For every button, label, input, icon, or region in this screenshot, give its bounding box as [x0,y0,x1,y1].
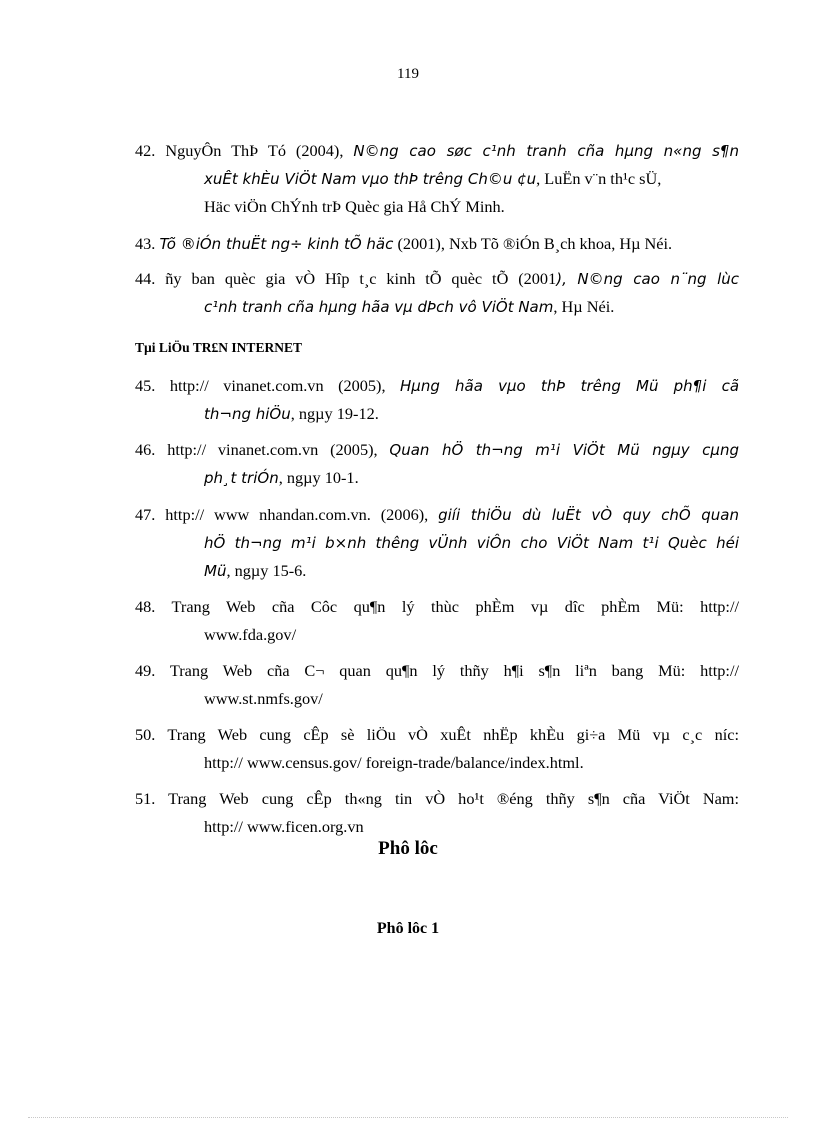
appendix-title: Phô lôc [378,838,438,859]
reference-43-line1: 43. Tõ ®iÓn thuËt ng÷ kinh tÕ häc (2001), Nxb Tõ ®iÓn B¸ch khoa, Hµ Néi. [135,234,673,253]
reference-51-line1: 51. Trang Web cung cÊp th«ng tin vÒ ho¹t ®éng thñy s¶n cña ViÖt Nam: [135,789,739,808]
section-heading: Tµi LiÖu TR£N INTERNET [135,340,302,355]
reference-44 [135,265,739,321]
reference-44-line2: c¹nh tranh cña hµng hãa vµ dÞch vô ViÖt Nam, Hµ Néi. [204,297,615,316]
reference-50-line1: 50. Trang Web cung cÊp sè liÖu vÒ xuÊt nhËp khÈu gi÷a Mü vµ c¸c níc: [135,725,739,744]
page-number: 119 [397,66,419,82]
reference-48 [135,593,739,649]
reference-42-line2: xuÊt khÈu ViÖt Nam vµo thÞ trêng Ch©u ¢u, LuËn v¨n th¹c sÜ, [204,169,662,188]
reference-50 [135,721,739,777]
reference-46 [135,436,739,492]
reference-47-line3: Mü, ngµy 15-6. [204,561,307,580]
reference-42 [135,137,739,221]
reference-45-line1: 45. http:// vinanet.com.vn (2005), Hµng hãa vµo thÞ trêng Mü ph¶i cã [135,376,740,395]
reference-47-line2: hÖ th¬ng m¹i b×nh thêng vÜnh viÔn cho ViÖt Nam t¹i Quèc héi [204,534,739,552]
reference-45-line2: th¬ng hiÖu, ngµy 19-12. [204,404,379,423]
reference-48-line2: www.fda.gov/ [204,625,297,644]
reference-44-line1: 44. ñy ban quèc gia vÒ Hîp t¸c kinh tÕ quèc tÕ (2001), N©ng cao n¨ng lùc [135,269,740,288]
reference-42-line3: Häc viÖn ChÝnh trÞ Quèc gia Hå ChÝ Minh. [204,197,505,216]
reference-51 [135,785,739,841]
reference-47 [135,501,739,585]
reference-49 [135,657,739,713]
page-bottom-rule [28,1117,788,1118]
reference-50-line2: http:// www.census.gov/ foreign-trade/balance/index.html. [204,753,584,772]
reference-49-line1: 49. Trang Web cña C¬ quan qu¶n lý thñy h¶i s¶n liªn bang Mü: http:// [135,661,739,680]
appendix-subtitle: Phô lôc 1 [376,920,440,937]
reference-48-line1: 48. Trang Web cña Côc qu¶n lý thùc phÈm vµ dîc phÈm Mü: http:// [135,597,740,616]
reference-42-line1: 42. NguyÔn ThÞ Tó (2004), N©ng cao søc c¹nh tranh cña hµng n«ng s¶n [135,141,739,160]
reference-43 [135,230,739,258]
reference-51-line2: http:// www.ficen.org.vn [204,817,364,836]
reference-45 [135,372,739,428]
reference-46-line1: 46. http:// vinanet.com.vn (2005), Quan hÖ th¬ng m¹i ViÖt Mü ngµy cµng [135,440,740,459]
reference-49-line2: www.st.nmfs.gov/ [204,689,323,708]
reference-46-line2: ph¸t triÓn, ngµy 10-1. [204,468,359,487]
reference-47-line1: 47. http:// www nhandan.com.vn. (2006), giíi thiÖu dù luËt vÒ quy chÕ quan [135,505,739,524]
